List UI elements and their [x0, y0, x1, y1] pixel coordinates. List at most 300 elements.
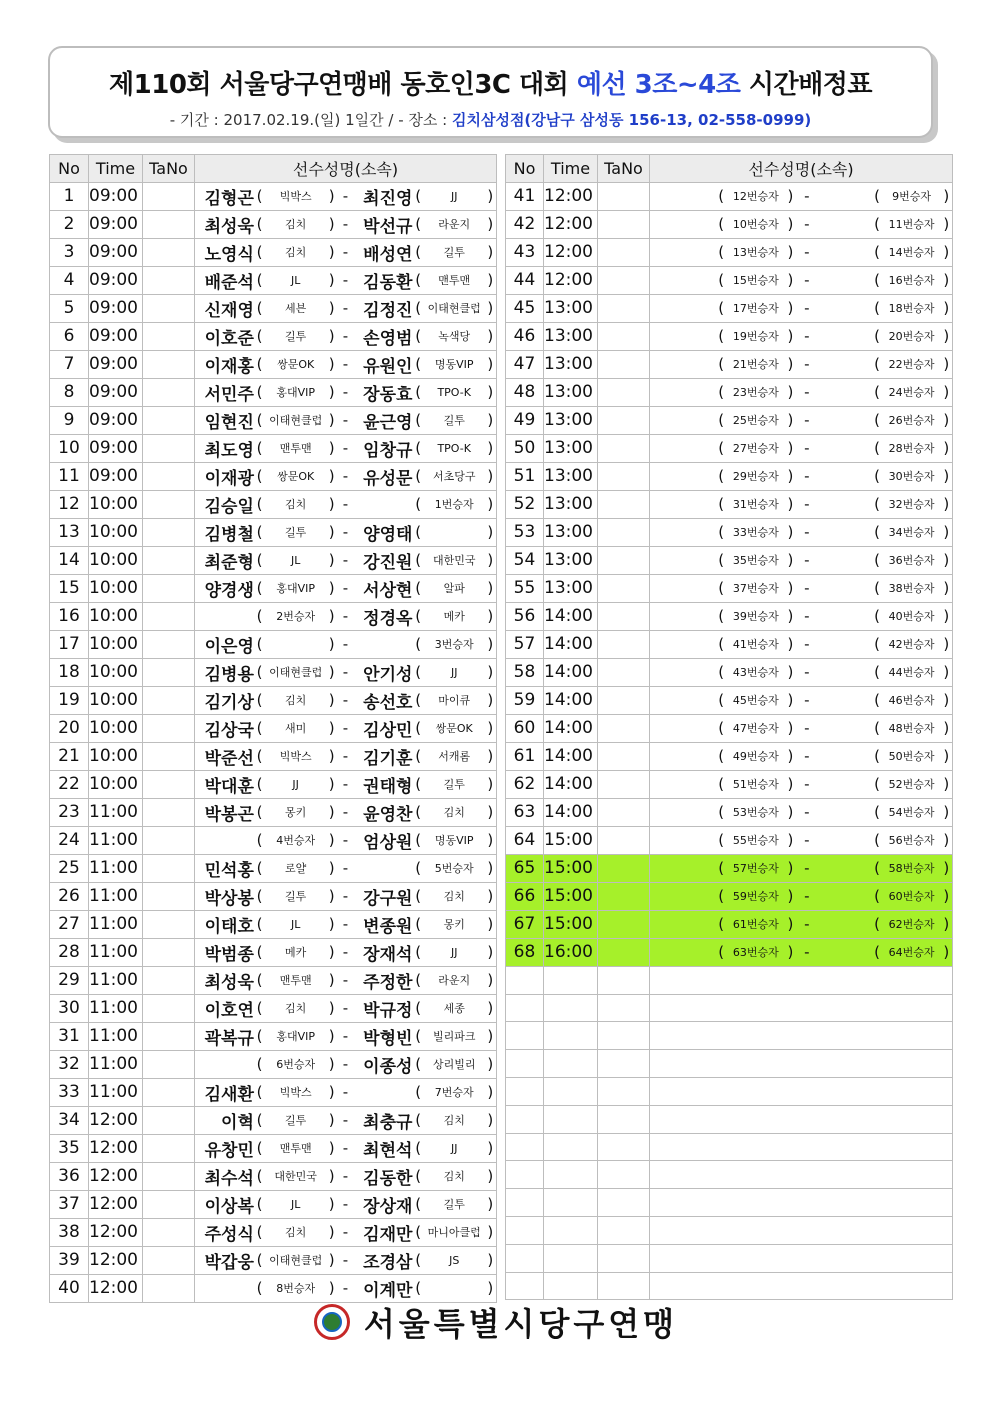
paren-open: (: [415, 831, 422, 850]
row-time: 12:00: [89, 1246, 143, 1274]
table-row: [50, 182, 497, 210]
row-no: 39: [50, 1246, 89, 1274]
player-pair: [195, 1079, 496, 1106]
paren-close: ): [487, 327, 494, 346]
player1-club: 빅박스: [279, 750, 312, 764]
row-no: 53: [506, 518, 544, 546]
player-pair: [650, 267, 952, 294]
player1-club: 김치: [285, 1002, 307, 1016]
table-row: [50, 294, 497, 322]
row-players: [650, 434, 953, 462]
paren-open: (: [256, 243, 263, 262]
paren-close: ): [487, 831, 494, 850]
player1-club: 김치: [285, 246, 307, 260]
row-tano: [598, 406, 650, 434]
col-players: 선수성명(소속): [650, 155, 953, 183]
row-time: 15:00: [544, 854, 598, 882]
row-no: 5: [50, 294, 89, 322]
row-tano: [598, 798, 650, 826]
row-no: 68: [506, 938, 544, 966]
table-row: [506, 518, 953, 546]
empty-cell: [544, 1133, 598, 1161]
player-pair: [195, 1135, 496, 1162]
player1-club: 53번승자: [732, 806, 779, 820]
paren-open: (: [256, 747, 263, 766]
table-row: [50, 1106, 497, 1134]
empty-cell: [650, 1050, 953, 1078]
player-pair: [650, 855, 952, 882]
row-players: [195, 714, 497, 742]
paren-open: (: [874, 859, 880, 878]
player2-club: 상리빌리: [432, 1058, 476, 1072]
row-players: [650, 910, 953, 938]
player2-club: 서캐롬: [438, 750, 471, 764]
player2-name: 최현석: [363, 1140, 413, 1161]
empty-cell: [598, 1022, 650, 1050]
paren-close: ): [328, 355, 335, 374]
row-tano: [598, 714, 650, 742]
paren-close: ): [943, 859, 950, 878]
player1-club: 김치: [285, 694, 307, 708]
paren-open: (: [415, 775, 422, 794]
paren-close: ): [487, 355, 494, 374]
player2-club: 김치: [443, 806, 465, 820]
paren-open: (: [874, 355, 880, 374]
row-no: 17: [50, 630, 89, 658]
paren-close: ): [943, 215, 950, 234]
paren-open: (: [874, 607, 880, 626]
row-tano: [598, 546, 650, 574]
paren-open: (: [874, 719, 880, 738]
paren-open: (: [718, 411, 725, 430]
empty-row: [506, 1077, 953, 1105]
player-pair: [195, 715, 496, 742]
player2-name: 강진원: [363, 552, 413, 573]
player2-club: 1번승자: [434, 498, 474, 512]
player-pair: [195, 687, 496, 714]
row-time: 10:00: [89, 742, 143, 770]
empty-cell: [598, 1216, 650, 1244]
paren-close: ): [328, 523, 335, 542]
row-no: 42: [506, 210, 544, 238]
paren-close: ): [787, 271, 794, 290]
vs-dash: -: [342, 551, 349, 570]
player2-club: 명동VIP: [434, 834, 474, 848]
player1-name: 김새환: [204, 1084, 254, 1105]
vs-dash: -: [342, 607, 349, 626]
empty-cell: [506, 1272, 544, 1300]
paren-close: ): [487, 859, 494, 878]
paren-open: (: [718, 215, 725, 234]
paren-close: ): [487, 579, 494, 598]
paren-close: ): [787, 383, 794, 402]
row-no: 35: [50, 1134, 89, 1162]
row-players: [195, 1218, 497, 1246]
player2-name: 변종원: [363, 916, 413, 937]
row-players: [650, 938, 953, 966]
paren-open: (: [256, 1251, 263, 1270]
player1-name: 임현진: [204, 412, 254, 433]
row-players: [195, 826, 497, 854]
empty-cell: [506, 1022, 544, 1050]
player-pair: [195, 463, 496, 490]
row-time: 10:00: [89, 630, 143, 658]
paren-open: (: [874, 383, 880, 402]
paren-open: (: [415, 635, 422, 654]
player1-club: 59번승자: [732, 890, 779, 904]
table-row: [50, 1246, 497, 1274]
vs-dash: -: [804, 663, 810, 682]
row-no: 7: [50, 350, 89, 378]
row-tano: [598, 518, 650, 546]
row-no: 18: [50, 658, 89, 686]
vs-dash: -: [342, 1223, 349, 1242]
paren-open: (: [874, 831, 880, 850]
row-time: 10:00: [89, 574, 143, 602]
player-pair: [650, 519, 952, 546]
paren-open: (: [874, 271, 880, 290]
paren-close: ): [943, 383, 950, 402]
row-no: 23: [50, 798, 89, 826]
vs-dash: -: [804, 271, 810, 290]
player2-club: JJ: [450, 665, 458, 679]
row-no: 40: [50, 1274, 89, 1302]
row-time: 12:00: [544, 238, 598, 266]
player-pair: [195, 1051, 496, 1078]
row-players: [195, 406, 497, 434]
player2-club: JJ: [450, 945, 458, 959]
paren-close: ): [487, 747, 494, 766]
vs-dash: -: [804, 635, 810, 654]
row-time: 13:00: [544, 378, 598, 406]
row-players: [195, 210, 497, 238]
player1-name: 노영식: [204, 244, 254, 265]
row-time: 09:00: [89, 406, 143, 434]
empty-cell: [598, 1077, 650, 1105]
paren-close: ): [787, 579, 794, 598]
player1-club: 2번승자: [276, 610, 316, 624]
paren-close: ): [328, 383, 335, 402]
paren-open: (: [415, 243, 422, 262]
paren-close: ): [943, 691, 950, 710]
paren-open: (: [256, 579, 263, 598]
player-pair: [195, 1247, 496, 1274]
row-no: 64: [506, 826, 544, 854]
vs-dash: -: [804, 327, 810, 346]
row-no: 10: [50, 434, 89, 462]
paren-close: ): [787, 635, 794, 654]
paren-close: ): [487, 943, 494, 962]
player2-name: 김재만: [363, 1224, 413, 1245]
player1-club: 이태현클럽: [269, 414, 323, 428]
paren-close: ): [328, 411, 335, 430]
paren-open: (: [415, 691, 422, 710]
paren-close: ): [328, 747, 335, 766]
row-time: 14:00: [544, 770, 598, 798]
vs-dash: -: [804, 943, 810, 962]
row-time: 13:00: [544, 462, 598, 490]
row-tano: [143, 1134, 195, 1162]
paren-close: ): [487, 467, 494, 486]
player2-name: 윤영찬: [363, 804, 413, 825]
vs-dash: -: [342, 691, 349, 710]
paren-open: (: [874, 663, 880, 682]
player-pair: [650, 743, 952, 770]
player1-name: 이호준: [204, 328, 254, 349]
paren-close: ): [787, 719, 794, 738]
paren-open: (: [415, 887, 422, 906]
player-pair: [650, 323, 952, 350]
table-row: [50, 238, 497, 266]
player2-name: 윤근영: [363, 412, 413, 433]
row-tano: [598, 826, 650, 854]
row-tano: [598, 322, 650, 350]
row-no: 28: [50, 938, 89, 966]
player2-club: 30번승자: [888, 470, 935, 484]
vs-dash: -: [342, 663, 349, 682]
vs-dash: -: [804, 215, 810, 234]
vs-dash: -: [342, 523, 349, 542]
paren-open: (: [874, 187, 880, 206]
paren-open: (: [256, 1027, 263, 1046]
row-no: 54: [506, 546, 544, 574]
paren-close: ): [787, 299, 794, 318]
row-players: [650, 630, 953, 658]
org-name: 서울특별시당구연맹: [363, 1305, 679, 1343]
table-row: [506, 882, 953, 910]
paren-close: ): [487, 971, 494, 990]
paren-close: ): [328, 271, 335, 290]
table-row: [506, 714, 953, 742]
table-row: [50, 798, 497, 826]
table-row: [50, 686, 497, 714]
row-no: 63: [506, 798, 544, 826]
player1-club: 12번승자: [732, 190, 779, 204]
row-tano: [143, 322, 195, 350]
row-tano: [143, 1190, 195, 1218]
empty-cell: [598, 1244, 650, 1272]
player2-name: 배성연: [363, 244, 413, 265]
player2-club: 길투: [443, 246, 465, 260]
paren-open: (: [415, 467, 422, 486]
player2-club: 11번승자: [888, 218, 935, 232]
row-no: 36: [50, 1162, 89, 1190]
vs-dash: -: [804, 803, 810, 822]
player2-club: 22번승자: [888, 358, 935, 372]
player-pair: [195, 603, 496, 630]
table-row: [506, 938, 953, 966]
paren-close: ): [487, 775, 494, 794]
row-tano: [143, 350, 195, 378]
empty-row: [506, 1161, 953, 1189]
vs-dash: -: [804, 719, 810, 738]
player-pair: [650, 379, 952, 406]
paren-close: ): [328, 187, 335, 206]
row-time: 10:00: [89, 546, 143, 574]
player2-club: 맨투맨: [438, 274, 471, 288]
row-players: [650, 770, 953, 798]
paren-open: (: [256, 803, 263, 822]
table-row: [50, 574, 497, 602]
row-tano: [598, 238, 650, 266]
paren-open: (: [256, 1083, 263, 1102]
table-row: [506, 434, 953, 462]
paren-close: ): [328, 1111, 335, 1130]
title-suffix: 시간배정표: [740, 70, 872, 100]
paren-close: ): [487, 271, 494, 290]
row-tano: [143, 770, 195, 798]
paren-close: ): [943, 803, 950, 822]
paren-open: (: [415, 299, 422, 318]
row-time: 11:00: [89, 1078, 143, 1106]
player-pair: [195, 659, 496, 686]
paren-close: ): [487, 1195, 494, 1214]
table-row: [50, 1022, 497, 1050]
paren-open: (: [415, 1223, 422, 1242]
paren-open: (: [415, 859, 422, 878]
paren-close: ): [328, 579, 335, 598]
row-tano: [598, 602, 650, 630]
table-row: [506, 322, 953, 350]
player2-name: 안기성: [363, 664, 413, 685]
vs-dash: -: [342, 439, 349, 458]
row-players: [195, 378, 497, 406]
row-players: [195, 1246, 497, 1274]
empty-cell: [598, 966, 650, 994]
paren-close: ): [943, 411, 950, 430]
row-no: 11: [50, 462, 89, 490]
player1-club: JL: [290, 1197, 301, 1211]
row-players: [650, 686, 953, 714]
player-pair: [650, 827, 952, 854]
player2-name: 김동한: [363, 1168, 413, 1189]
player2-name: 박형빈: [363, 1028, 413, 1049]
paren-open: (: [256, 1139, 263, 1158]
paren-close: ): [487, 411, 494, 430]
row-players: [195, 882, 497, 910]
table-row: [50, 406, 497, 434]
paren-close: ): [943, 299, 950, 318]
row-no: 6: [50, 322, 89, 350]
paren-open: (: [415, 999, 422, 1018]
paren-open: (: [415, 551, 422, 570]
row-no: 29: [50, 966, 89, 994]
player-pair: [650, 659, 952, 686]
player-pair: [195, 295, 496, 322]
vs-dash: -: [342, 719, 349, 738]
player-pair: [195, 239, 496, 266]
row-players: [195, 994, 497, 1022]
player1-club: 15번승자: [732, 274, 779, 288]
row-players: [195, 1106, 497, 1134]
vs-dash: -: [342, 1251, 349, 1270]
player-pair: [195, 967, 496, 994]
row-no: 8: [50, 378, 89, 406]
vs-dash: -: [804, 915, 810, 934]
paren-open: (: [256, 635, 263, 654]
row-time: 12:00: [544, 266, 598, 294]
player1-name: 곽복규: [204, 1028, 254, 1049]
player-pair: [650, 883, 952, 910]
vs-dash: -: [804, 607, 810, 626]
row-tano: [143, 938, 195, 966]
player2-club: 28번승자: [888, 442, 935, 456]
col-tano: TaNo: [143, 155, 195, 183]
paren-close: ): [943, 915, 950, 934]
row-tano: [143, 1106, 195, 1134]
paren-close: ): [943, 355, 950, 374]
paren-close: ): [328, 635, 335, 654]
row-time: 13:00: [544, 574, 598, 602]
empty-cell: [650, 1272, 953, 1300]
table-row: [506, 210, 953, 238]
player-pair: [650, 211, 952, 238]
paren-close: ): [328, 999, 335, 1018]
paren-close: ): [787, 663, 794, 682]
row-time: 11:00: [89, 966, 143, 994]
paren-open: (: [874, 551, 880, 570]
col-tano: TaNo: [598, 155, 650, 183]
paren-close: ): [487, 915, 494, 934]
player1-club: 길투: [285, 890, 307, 904]
player1-club: 33번승자: [732, 526, 779, 540]
row-time: 15:00: [544, 882, 598, 910]
paren-close: ): [943, 467, 950, 486]
player1-club: 길투: [285, 330, 307, 344]
row-tano: [143, 574, 195, 602]
player-pair: [650, 547, 952, 574]
table-row: [506, 266, 953, 294]
paren-open: (: [874, 943, 880, 962]
player2-name: 이계만: [363, 1280, 413, 1301]
paren-open: (: [415, 383, 422, 402]
right-body: [506, 182, 953, 1300]
player1-name: 이상복: [204, 1196, 254, 1217]
row-tano: [143, 994, 195, 1022]
paren-close: ): [943, 831, 950, 850]
table-row: [50, 658, 497, 686]
player2-name: 양영태: [363, 524, 413, 545]
paren-close: ): [487, 215, 494, 234]
row-tano: [598, 182, 650, 210]
row-no: 62: [506, 770, 544, 798]
player2-name: 임창규: [363, 440, 413, 461]
row-tano: [143, 546, 195, 574]
vs-dash: -: [342, 299, 349, 318]
player-pair: [195, 1275, 496, 1302]
paren-open: (: [415, 971, 422, 990]
paren-open: (: [415, 1083, 422, 1102]
player-pair: [195, 267, 496, 294]
row-tano: [598, 462, 650, 490]
player2-club: 52번승자: [888, 778, 935, 792]
player-pair: [195, 855, 496, 882]
vs-dash: -: [804, 439, 810, 458]
player2-club: 김치: [443, 1114, 465, 1128]
row-no: 34: [50, 1106, 89, 1134]
table-row: [506, 574, 953, 602]
row-tano: [143, 238, 195, 266]
paren-close: ): [787, 831, 794, 850]
paren-open: (: [718, 187, 725, 206]
row-time: 10:00: [89, 770, 143, 798]
row-no: 57: [506, 630, 544, 658]
row-time: 14:00: [544, 714, 598, 742]
paren-open: (: [874, 887, 880, 906]
row-time: 09:00: [89, 238, 143, 266]
empty-cell: [650, 994, 953, 1022]
row-players: [650, 210, 953, 238]
